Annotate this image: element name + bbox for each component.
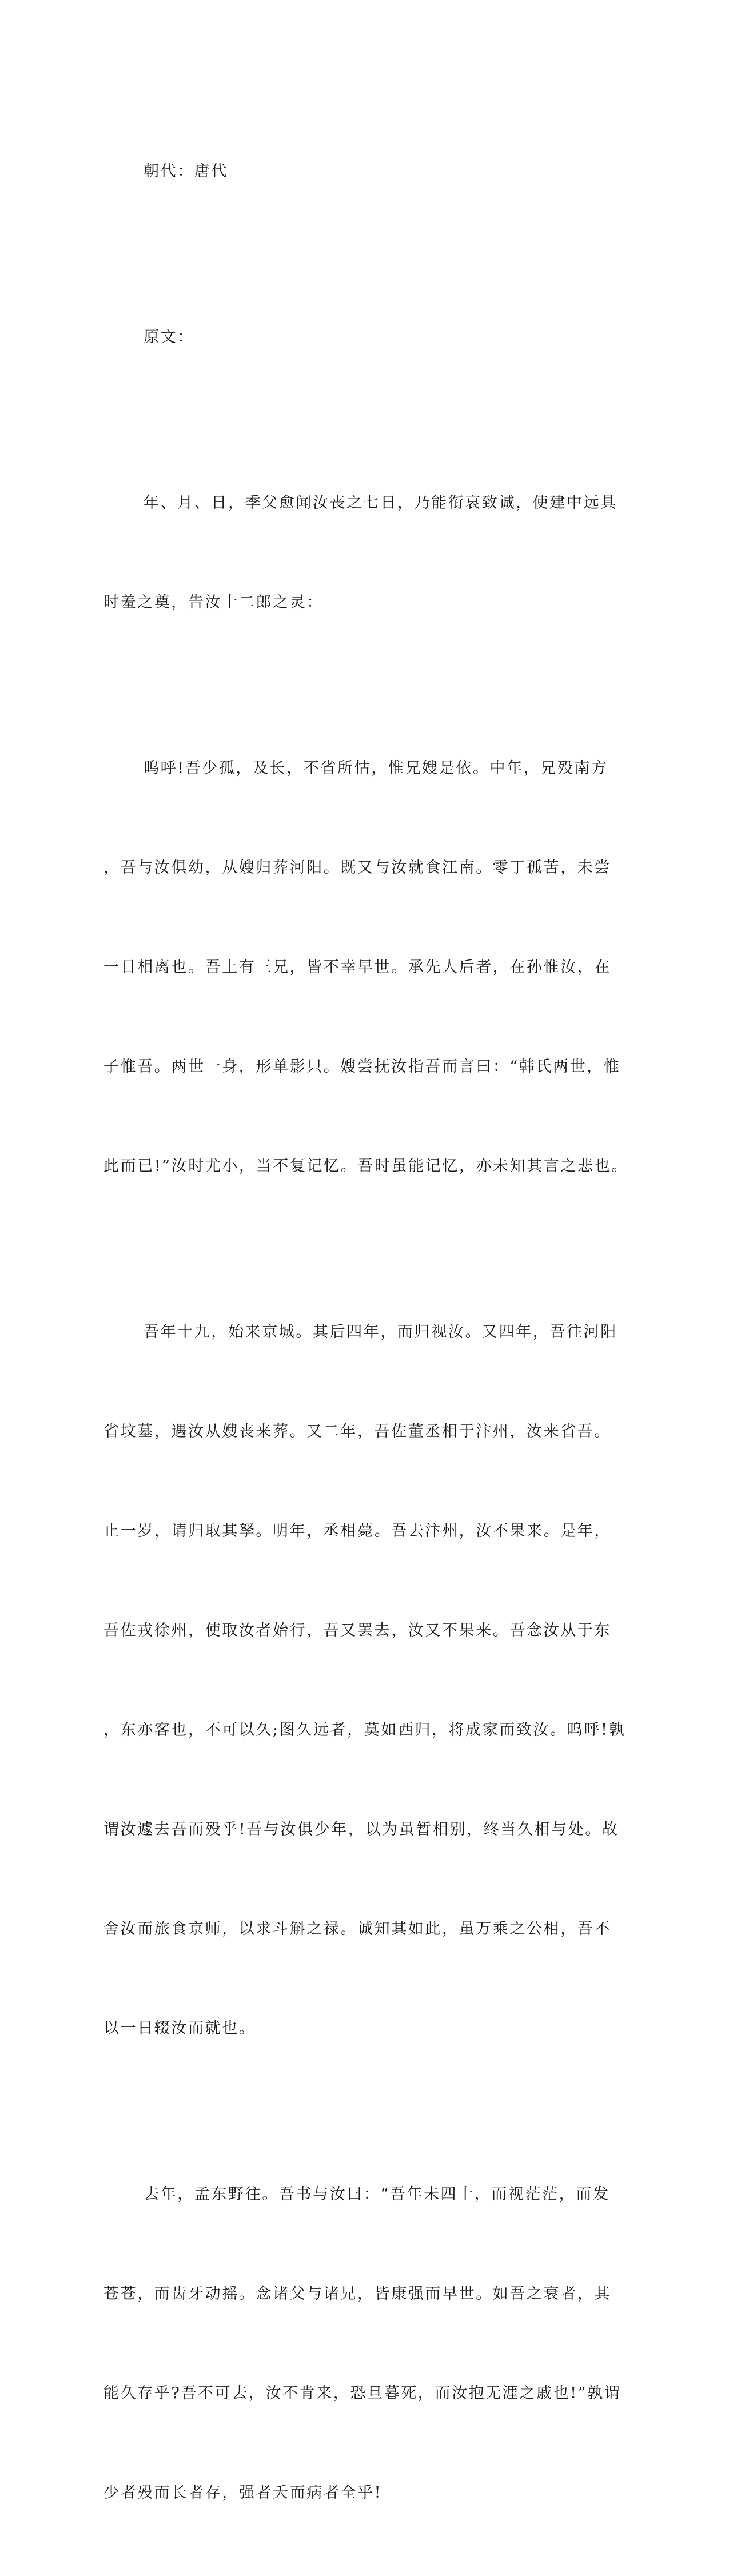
text-line: 能久存乎?吾不可去，汝不肯来，恐旦暮死，而汝抱无涯之戚也!”孰谓 xyxy=(103,2384,622,2402)
text-line: 此而已!”汝时尤小，当不复记忆。吾时虽能记忆，亦未知其言之悲也。 xyxy=(103,1157,628,1175)
text-line: 朝代：唐代 xyxy=(144,162,228,180)
paragraph-2 xyxy=(103,686,628,1249)
paragraph-1 xyxy=(103,420,618,686)
text-line: 吾佐戎徐州，使取汝者始行，吾又罢去，汝又不果来。吾念汝从于东 xyxy=(103,1622,611,1639)
text-line: ，东亦客也，不可以久;图久远者，莫如西归，将成家而致汝。呜呼!孰 xyxy=(103,1721,626,1739)
text-line: 止一岁，请归取其孥。明年，丞相薨。吾去汴州，汝不果来。是年， xyxy=(103,1522,611,1540)
text-line: 一日相离也。吾上有三兄，皆不幸早世。承先人后者，在孙惟汝，在 xyxy=(103,958,611,976)
text-line: 以一日辍汝而就也。 xyxy=(103,2020,256,2037)
text-line: 少者殁而长者存，强者夭而病者全乎! xyxy=(103,2484,383,2502)
text-line: ，吾与汝俱幼，从嫂归葬河阳。既又与汝就食江南。零丁孤苦，未尝 xyxy=(103,859,611,877)
text-line: 吾年十九，始来京城。其后四年，而归视汝。又四年，吾往河阳 xyxy=(144,1323,618,1341)
text-line: 子惟吾。两世一身，形单影只。嫂尝抚汝指吾而言曰：“韩氏两世，惟 xyxy=(103,1058,621,1076)
document-body xyxy=(103,89,628,2576)
text-line: 舍汝而旅食京师，以求斗斛之禄。诚知其如此，虽万乘之公相，吾不 xyxy=(103,1920,611,1938)
text-line: 省坟墓，遇汝从嫂丧来葬。又二年，吾佐董丞相于汴州，汝来省吾。 xyxy=(103,1423,611,1440)
original-text-heading xyxy=(103,254,589,420)
paragraph-4 xyxy=(103,2112,622,2576)
text-line: 苍苍，而齿牙动摇。念诸父与诸兄，皆康强而早世。如吾之衰者，其 xyxy=(103,2285,611,2303)
text-line: 谓汝遽去吾而殁乎!吾与汝俱少年，以为虽暂相别，终当久相与处。故 xyxy=(103,1821,619,1838)
text-line: 去年，孟东野往。吾书与汝曰：“吾年未四十，而视茫茫，而发 xyxy=(144,2185,610,2203)
text-line: 时羞之奠，告汝十二郎之灵： xyxy=(103,594,324,611)
text-line: 年、月、日，季父愈闻汝丧之七日，乃能衔哀致诚，使建中远具 xyxy=(144,494,618,512)
text-line: 原文： xyxy=(144,328,194,346)
paragraph-3 xyxy=(103,1249,626,2112)
dynasty-line xyxy=(103,89,589,254)
text-line: 呜呼!吾少孤，及长，不省所怙，惟兄嫂是依。中年，兄殁南方 xyxy=(144,759,608,777)
